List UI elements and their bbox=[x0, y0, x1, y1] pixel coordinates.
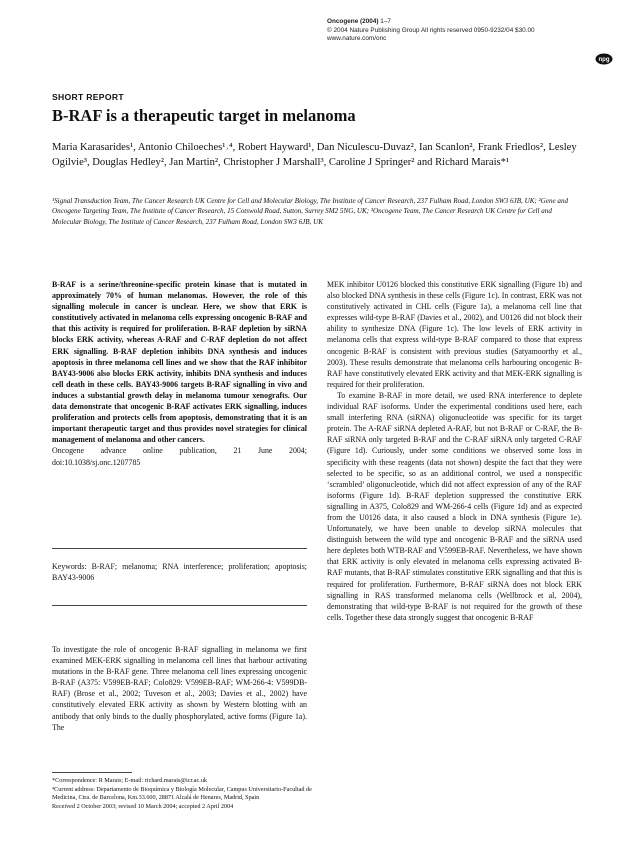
author-list: Maria Karasarides¹, Antonio Chiloeches¹˒⁴, Robert Hayward¹, Dan Niculescu-Duvaz², Ian Scanlon², Frank Friedlos², Lesley Ogilvie³, Douglas Hedley², Jan Martin², Christopher J Marshall³, Caroline J Springer² and Richard Marais*¹ bbox=[52, 142, 577, 169]
svg-text:npg: npg bbox=[598, 57, 610, 64]
footnote-rule bbox=[52, 772, 132, 773]
right-column bbox=[327, 279, 582, 623]
journal-name: Oncogene (2004) bbox=[327, 18, 379, 25]
affiliations: ¹Signal Transduction Team, The Cancer Research UK Centre for Cell and Molecular Biology, The Institute of Cancer Research, 237 Fulham Road, London SW3 6JB, UK; ²Gene and Oncogene Targeting Team, The Institute of Cancer Research, 15 Cotswold Road, Sutton, Surrey SM2 5NG, UK; ³Oncogene Team, The Cancer Research UK Centre for Cell and Molecular Biology, The Institute of Cancer Research, 237 Fulham Road, London SW3 6JB, UK bbox=[52, 197, 569, 226]
article-type-label: SHORT REPORT bbox=[52, 92, 124, 102]
body-paragraph-2: MEK inhibitor U0126 blocked this constitutive ERK signalling (Figure 1b) and also blocked DNA synthesis in these cells (Figure 1c). In contrast, ERK was not constitutively activated in CHL cells (Figure 1a), a melanoma cell line that expresses wild-type B-RAF (Davies et al., 2002), and U0126 did not block their ability to synthesize DNA (Figure 1c). The low levels of ERK activity in melanoma cells that express wild-type B-RAF compared to those that express oncogenic B-RAF is consistent with previous studies (Satyamoorthy et al., 2003). These results demonstrate that melanoma cells harbouring oncogenic B-RAF have constitutively elevated ERK activity and that MEK-ERK signalling is required for their proliferation. bbox=[327, 280, 582, 389]
abstract bbox=[52, 279, 307, 468]
correspondence-note: *Correspondence: R Marais; E-mail: richard.marais@icr.ac.uk bbox=[52, 777, 208, 784]
npg-logo-icon bbox=[595, 52, 613, 64]
page-range: 1–7 bbox=[378, 18, 391, 25]
body-paragraph-3: To examine B-RAF in more detail, we used RNA interference to deplete individual RAF isoforms. Under the experimental conditions used here, each small interfering RNA (siRNA) oligonucleotide was specific for its target protein. The A-RAF siRNA depleted A-RAF, but not B-RAF or C-RAF, the B-RAF siRNA only targeted B-RAF and the C-RAF siRNA only targeted C-RAF (Figure 1d). Curiously, under some conditions we observed some loss in specificity with these reagents (data not shown) despite the fact that they were selected to be specific, so as an additional control, we used a nonspecific ‘scrambled’ oligonucleotide, which did not affect expression of any of the RAF isoforms (Figure 1d). B-RAF depletion suppressed the constitutive ERK signalling in A375, Colo829 and WM-266-4 cells (Figure 1d) and as expected from the U0126 data, it also caused a block in DNA synthesis (Figure 1e). Unfortunately, we have been unable to develop siRNA molecules that distinguish between the wild type and oncogenic B-RAF and the siRNA used here depletes both WTB-RAF and V599EB-RAF. Nevertheless, we have shown that ERK activity is only elevated in melanoma cells expressing activated B-RAF mutants, that B-RAF stimulates constitutive ERK signalling and that this is required for proliferation. Furthermore, B-RAF siRNA does not block ERK signalling in RAS transformed melanoma cells (Wellbrock et al, 2004), demonstrating that wild-type B-RAF is not required for the growth of these cells. Together these data strongly suggest that oncogenic B-RAF bbox=[327, 390, 582, 622]
abstract-divider bbox=[52, 548, 307, 549]
journal-url[interactable]: www.nature.com/onc bbox=[327, 35, 387, 43]
copyright-line: © 2004 Nature Publishing Group All rights reserved 0950-9232/04 $30.00 bbox=[327, 26, 535, 34]
received-dates: Received 2 October 2003; revised 10 March 2004; accepted 2 April 2004 bbox=[52, 802, 234, 810]
footnotes bbox=[52, 777, 312, 811]
body-paragraph-1: To investigate the role of oncogenic B-RAF signalling in melanoma we first examined MEK-ERK signalling in melanoma cell lines that harbour activating mutations in the B-RAF gene. Three melanoma cell lines expressing oncogenic B-RAF (A375: V599EB-RAF; Colo829: V599EB-RAF; WM-266-4: V599DB-RAF) (Brose et al., 2002; Tuveson et al., 2003; Davies et al., 2002) have constitutively elevated ERK activity as shown by Western blotting with an antibody that only binds to the dually phosphorylated, active forms (Figure 1a). The bbox=[52, 645, 307, 732]
abstract-text: B-RAF is a serine/threonine-specific protein kinase that is mutated in approximately 70% of human melanomas. However, the role of this signalling molecule in cancer is unclear. Here, we show that ERK is constitutively activated in melanoma cells expressing oncogenic B-RAF and that this activity is required for proliferation. B-RAF depletion by siRNA blocks ERK activity, whereas A-RAF and C-RAF depletion do not affect ERK signalling. B-RAF depletion inhibits DNA synthesis and induces apoptosis in three melanoma cell lines and we show that the RAF inhibitor BAY43-9006 also blocks ERK activity, inhibits DNA synthesis and induces cell death in these cells. BAY43-9006 targets B-RAF signalling in vivo and induces a substantial growth delay in melanoma tumour xenografts. Our data demonstrate that oncogenic B-RAF activates ERK signalling, induces proliferation and protects cells from apoptosis, demonstrating that it is an important therapeutic target and thus provides novel strategies for clinical management of melanoma and other cancers. bbox=[52, 280, 307, 445]
current-address-note: ⁴Current address: Departamento de Bioquímica y Biología Molecular, Campus Universitario-Facultad de Medicina, Ctra. de Barcelona, Km.33.600, 28871 Alcalá de Henares, Madrid, Spain bbox=[52, 785, 312, 802]
keywords: Keywords: B-RAF; melanoma; RNA interference; proliferation; apoptosis; BAY43-9006 bbox=[52, 562, 307, 583]
article-title: B-RAF is a therapeutic target in melanoma bbox=[52, 106, 356, 125]
online-publication: Oncogene advance online publication, 21 June 2004; doi:10.1038/sj.onc.1207785 bbox=[52, 446, 307, 467]
keywords-divider bbox=[52, 605, 307, 606]
journal-header bbox=[327, 18, 535, 44]
